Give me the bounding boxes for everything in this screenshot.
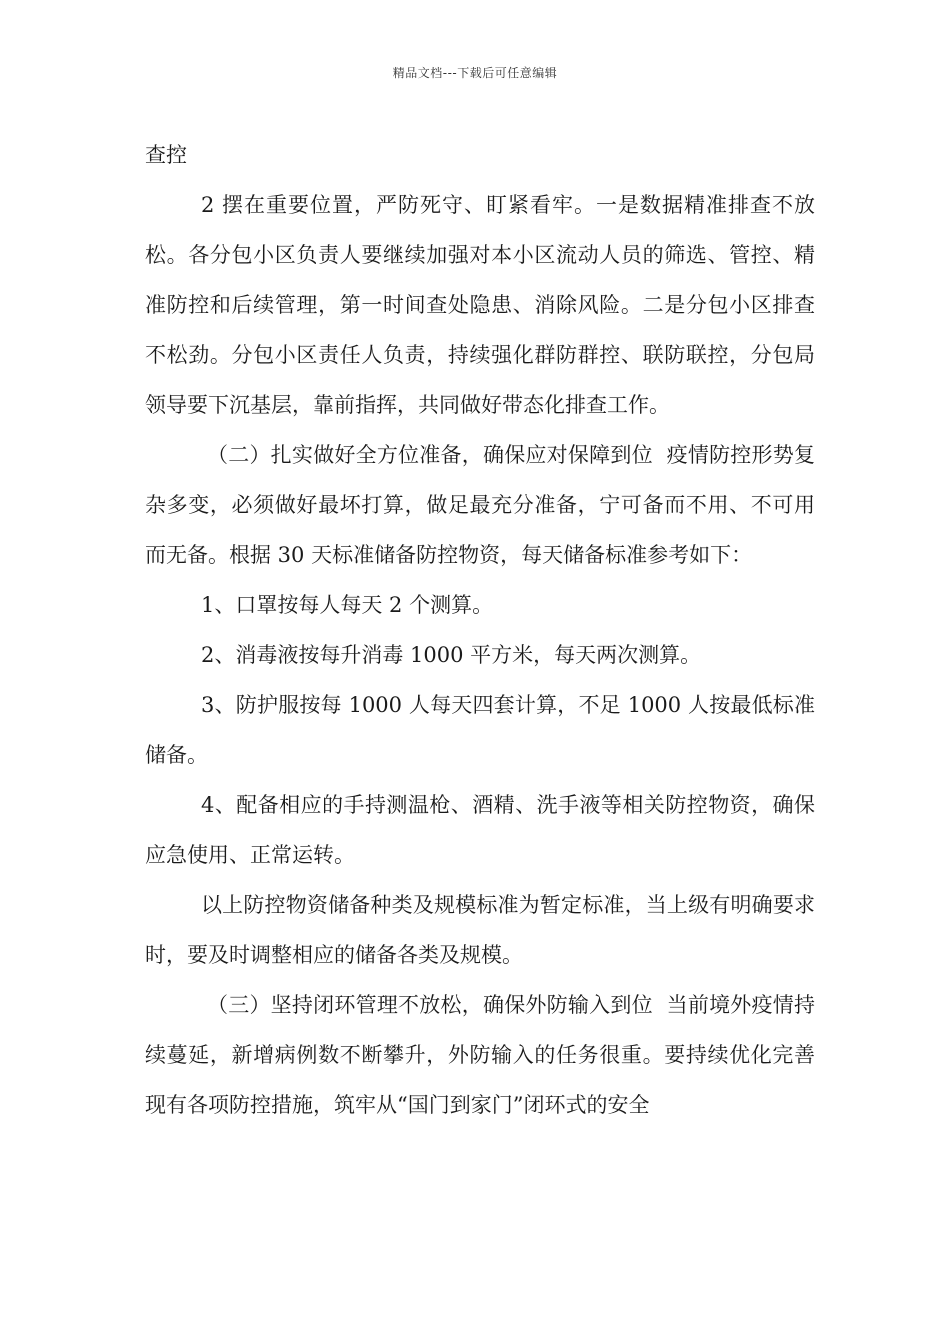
document-body (145, 130, 815, 1130)
list-item-protective-suits: 3、防护服按每 1000 人每天四套计算，不足 1000 人按最低标准储备。 (145, 693, 815, 767)
paragraph-section-3: （三）坚持闭环管理不放松，确保外防输入到位 当前境外疫情持续蔓延，新增病例数不断攀升，外防输入的任务很重。要持续优化完善现有各项防控措施，筑牢从“国门到家门”闭环式的安全 (145, 993, 815, 1117)
list-item-disinfectant: 2、消毒液按每升消毒 1000 平方米，每天两次测算。 (201, 643, 702, 667)
paragraph-item-2: 2 摆在重要位置，严防死守、盯紧看牢。一是数据精准排查不放松。各分包小区负责人要继续加强对本小区流动人员的筛选、管控、精准防控和后续管理，第一时间查处隐患、消除风险。二是分包小区排查不松劲。分包小区责任人负责，持续强化群防群控、联防联控，分包局领导要下沉基层，靠前指挥，共同做好带态化排查工作。 (145, 193, 815, 417)
list-item-supplies: 4、配备相应的手持测温枪、酒精、洗手液等相关防控物资，确保应急使用、正常运转。 (145, 793, 815, 867)
paragraph-continuation: 查控 (145, 143, 187, 167)
paragraph-standards-note: 以上防控物资储备种类及规模标准为暂定标准，当上级有明确要求时，要及时调整相应的储备各类及规模。 (145, 893, 815, 967)
paragraph-section-2: （二）扎实做好全方位准备，确保应对保障到位 疫情防控形势复杂多变，必须做好最坏打算，做足最充分准备，宁可备而不用、不可用而无备。根据 30 天标准储备防控物资，每天储备标准参考如下： (145, 443, 815, 567)
page-header: 精品文档---下载后可任意编辑 (392, 66, 558, 80)
list-item-masks: 1、口罩按每人每天 2 个测算。 (201, 593, 494, 617)
